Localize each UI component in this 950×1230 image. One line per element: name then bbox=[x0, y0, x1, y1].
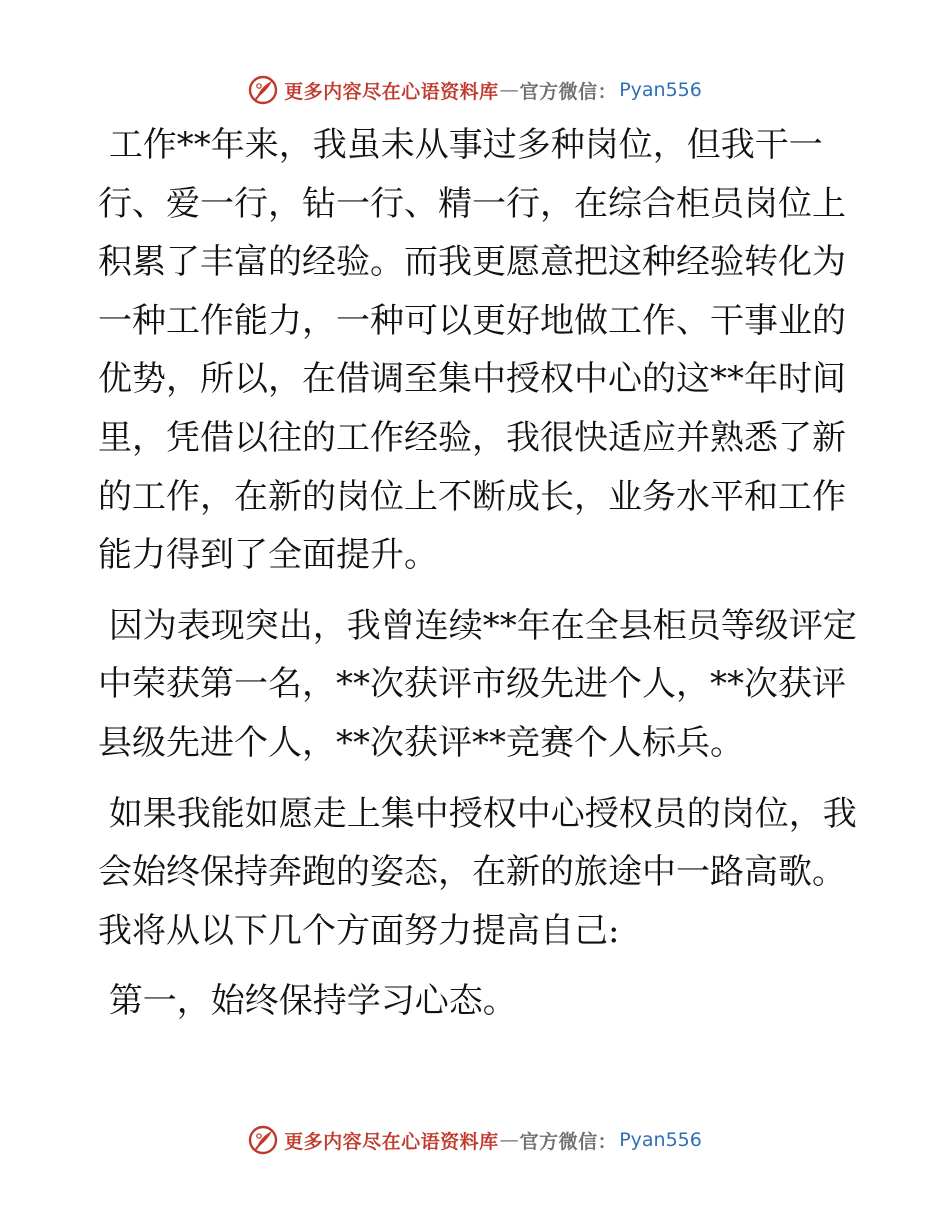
header-banner bbox=[0, 73, 950, 107]
wechat-label: 官方微信： bbox=[519, 1130, 618, 1153]
wechat-id: Pyan556 bbox=[619, 79, 702, 101]
wechat-id: Pyan556 bbox=[619, 1129, 702, 1151]
paragraph: 因为表现突出，我曾连续**年在全县柜员等级评定中荣获第一名，**次获评市级先进个人，**次获评县级先进个人，**次获评**竞赛个人标兵。 bbox=[98, 605, 857, 763]
promo-text: 更多内容尽在心语资料库 bbox=[284, 1130, 499, 1153]
quill-pen-logo-icon bbox=[248, 1125, 278, 1155]
quill-pen-logo-icon bbox=[248, 75, 278, 105]
paragraph: 第一，始终保持学习心态。 bbox=[98, 981, 517, 1022]
paragraph: 工作**年来，我虽未从事过多种岗位，但我干一行、爱一行，钻一行、精一行，在综合柜员岗位上积累了丰富的经验。而我更愿意把这种经验转化为一种工作能力，一种可以更好地做工作、干事业的优势，所以，在借调至集中授权中心的这**年时间里，凭借以往的工作经验，我很快适应并熟悉了新的工作，在新的岗位上不断成长，业务水平和工作能力得到了全面提升。 bbox=[98, 125, 846, 576]
paragraph: 如果我能如愿走上集中授权中心授权员的岗位，我会始终保持奔跑的姿态，在新的旅途中一路高歌。我将从以下几个方面努力提高自己: bbox=[98, 793, 857, 951]
promo-text: 更多内容尽在心语资料库 bbox=[284, 80, 499, 103]
banner-separator: — bbox=[499, 79, 519, 101]
wechat-label: 官方微信： bbox=[519, 80, 618, 103]
footer-banner bbox=[0, 1123, 950, 1157]
banner-separator: — bbox=[499, 1129, 519, 1151]
document-body bbox=[98, 116, 858, 1043]
